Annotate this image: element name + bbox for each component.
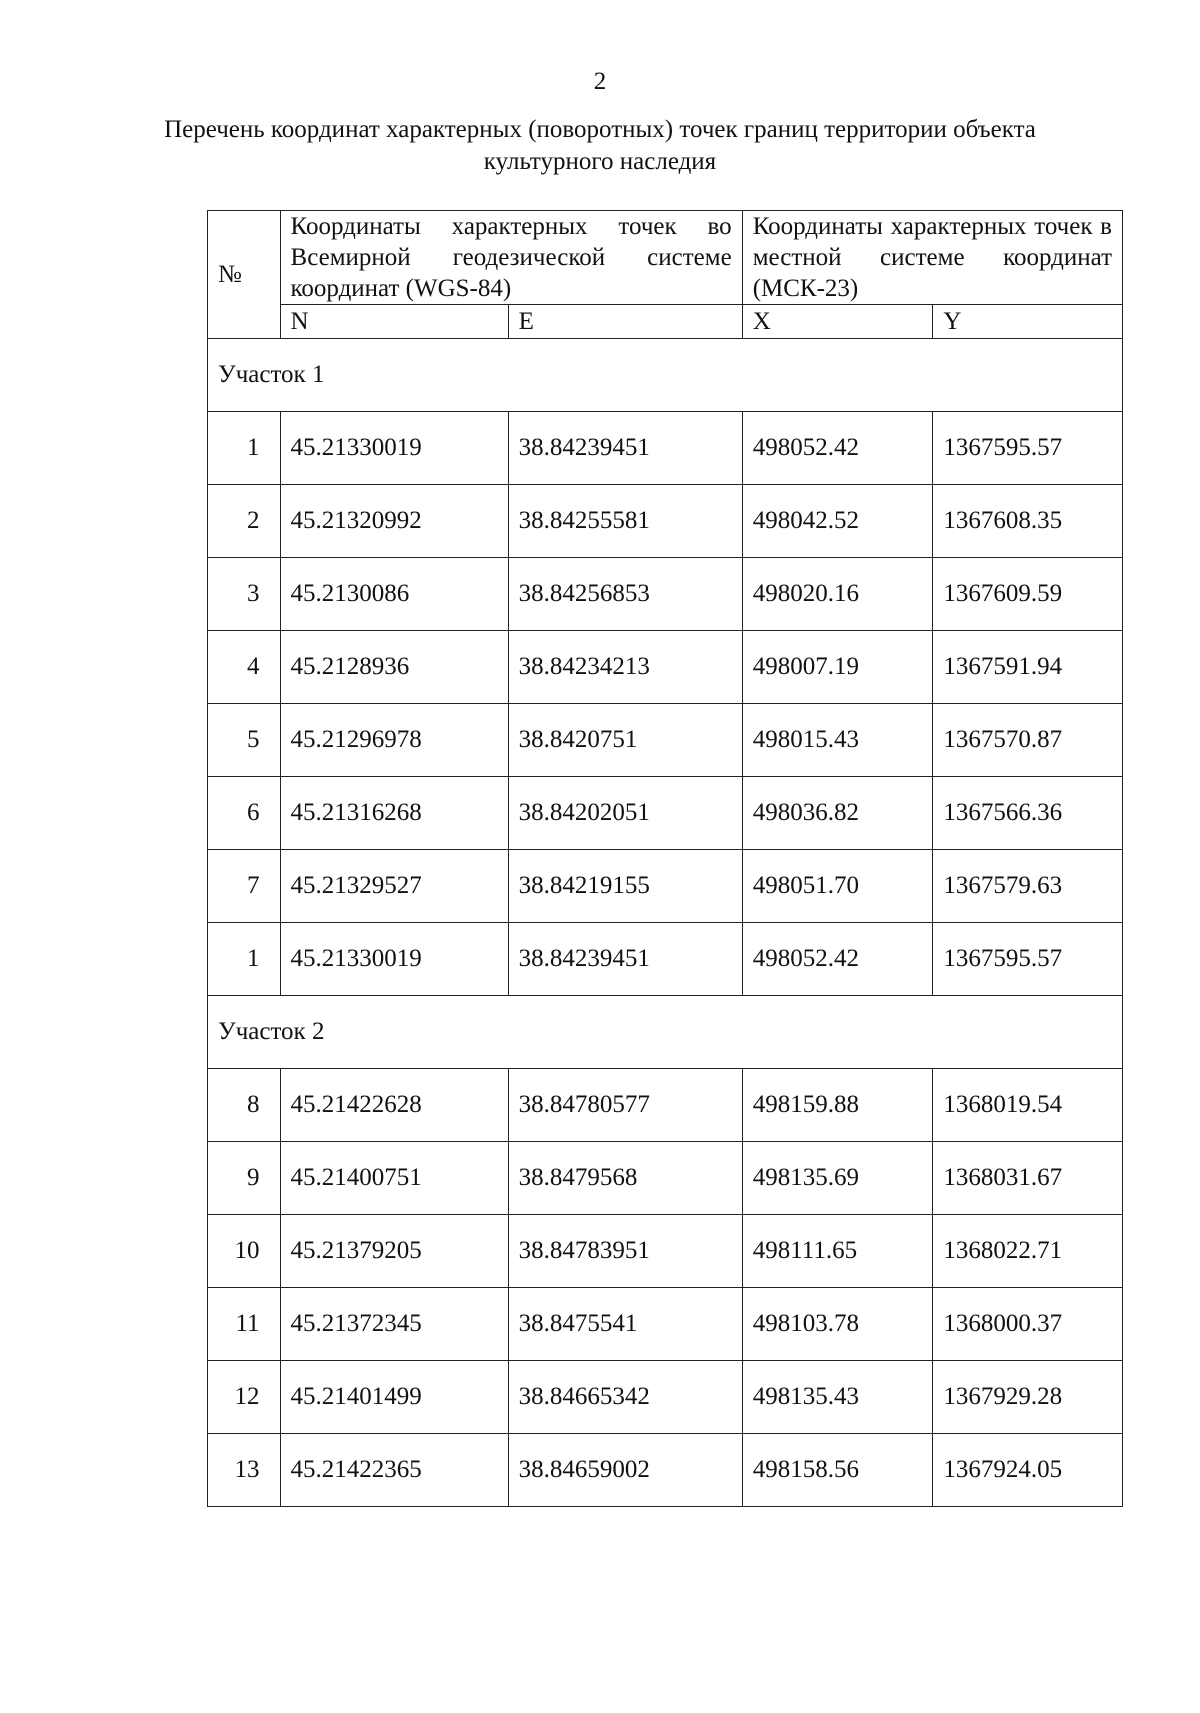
cell-y: 1367570.87 xyxy=(933,704,1123,777)
cell-e: 38.84659002 xyxy=(508,1434,742,1507)
table-row xyxy=(208,923,1123,996)
cell-n: 45.21320992 xyxy=(280,485,508,558)
cell-y: 1367929.28 xyxy=(933,1361,1123,1434)
section-row xyxy=(208,996,1123,1069)
cell-x: 498135.69 xyxy=(742,1142,933,1215)
table-row xyxy=(208,558,1123,631)
cell-y: 1368022.71 xyxy=(933,1215,1123,1288)
cell-x: 498052.42 xyxy=(742,923,933,996)
cell-num: 1 xyxy=(208,412,281,485)
cell-e: 38.8479568 xyxy=(508,1142,742,1215)
table-row xyxy=(208,777,1123,850)
table-row xyxy=(208,412,1123,485)
table-row xyxy=(208,631,1123,704)
cell-e: 38.84239451 xyxy=(508,923,742,996)
cell-x: 498159.88 xyxy=(742,1069,933,1142)
cell-n: 45.21422365 xyxy=(280,1434,508,1507)
cell-y: 1367609.59 xyxy=(933,558,1123,631)
cell-e: 38.84219155 xyxy=(508,850,742,923)
header-col-e: E xyxy=(508,305,742,339)
cell-e: 38.84239451 xyxy=(508,412,742,485)
cell-num: 8 xyxy=(208,1069,281,1142)
cell-e: 38.84255581 xyxy=(508,485,742,558)
page-number: 2 xyxy=(593,68,607,95)
cell-e: 38.84234213 xyxy=(508,631,742,704)
header-msk23: Координаты характерных точек в местной системе координат (МСК-23) xyxy=(742,211,1122,305)
section-label: Участок 2 xyxy=(208,996,1123,1069)
cell-n: 45.21401499 xyxy=(280,1361,508,1434)
cell-e: 38.84780577 xyxy=(508,1069,742,1142)
cell-num: 7 xyxy=(208,850,281,923)
cell-num: 10 xyxy=(208,1215,281,1288)
cell-n: 45.21330019 xyxy=(280,412,508,485)
header-col-n: N xyxy=(280,305,508,339)
coordinates-table-body xyxy=(208,211,1123,1507)
table-row xyxy=(208,1142,1123,1215)
cell-n: 45.21372345 xyxy=(280,1288,508,1361)
table-subheader-row xyxy=(208,305,1123,339)
header-col-x: X xyxy=(742,305,933,339)
table-row xyxy=(208,1288,1123,1361)
cell-y: 1367566.36 xyxy=(933,777,1123,850)
section-row xyxy=(208,339,1123,412)
header-col-y: Y xyxy=(933,305,1123,339)
cell-x: 498042.52 xyxy=(742,485,933,558)
table-row xyxy=(208,1361,1123,1434)
cell-y: 1367579.63 xyxy=(933,850,1123,923)
cell-num: 3 xyxy=(208,558,281,631)
table-row xyxy=(208,704,1123,777)
document-title: Перечень координат характерных (поворотных) точек границ территории объекта культурного наследия xyxy=(164,116,1036,175)
cell-x: 498052.42 xyxy=(742,412,933,485)
cell-num: 12 xyxy=(208,1361,281,1434)
cell-e: 38.8420751 xyxy=(508,704,742,777)
cell-n: 45.21316268 xyxy=(280,777,508,850)
cell-y: 1368019.54 xyxy=(933,1069,1123,1142)
cell-x: 498020.16 xyxy=(742,558,933,631)
table-row xyxy=(208,1069,1123,1142)
table-row xyxy=(208,850,1123,923)
cell-num: 13 xyxy=(208,1434,281,1507)
cell-n: 45.2128936 xyxy=(280,631,508,704)
cell-e: 38.84783951 xyxy=(508,1215,742,1288)
table-header-row xyxy=(208,211,1123,305)
cell-e: 38.84665342 xyxy=(508,1361,742,1434)
cell-x: 498103.78 xyxy=(742,1288,933,1361)
cell-num: 5 xyxy=(208,704,281,777)
cell-x: 498135.43 xyxy=(742,1361,933,1434)
cell-y: 1367591.94 xyxy=(933,631,1123,704)
cell-n: 45.21296978 xyxy=(280,704,508,777)
cell-num: 11 xyxy=(208,1288,281,1361)
cell-x: 498111.65 xyxy=(742,1215,933,1288)
cell-num: 2 xyxy=(208,485,281,558)
cell-y: 1368031.67 xyxy=(933,1142,1123,1215)
cell-y: 1367595.57 xyxy=(933,412,1123,485)
cell-n: 45.21400751 xyxy=(280,1142,508,1215)
cell-n: 45.21422628 xyxy=(280,1069,508,1142)
cell-n: 45.2130086 xyxy=(280,558,508,631)
cell-num: 9 xyxy=(208,1142,281,1215)
cell-y: 1367924.05 xyxy=(933,1434,1123,1507)
table-row xyxy=(208,1215,1123,1288)
cell-y: 1367595.57 xyxy=(933,923,1123,996)
table-row xyxy=(208,485,1123,558)
cell-num: 6 xyxy=(208,777,281,850)
cell-x: 498015.43 xyxy=(742,704,933,777)
header-number: № xyxy=(208,211,281,339)
cell-x: 498007.19 xyxy=(742,631,933,704)
cell-n: 45.21330019 xyxy=(280,923,508,996)
cell-x: 498158.56 xyxy=(742,1434,933,1507)
cell-e: 38.8475541 xyxy=(508,1288,742,1361)
cell-x: 498051.70 xyxy=(742,850,933,923)
cell-num: 4 xyxy=(208,631,281,704)
cell-x: 498036.82 xyxy=(742,777,933,850)
cell-n: 45.21379205 xyxy=(280,1215,508,1288)
cell-y: 1367608.35 xyxy=(933,485,1123,558)
section-label: Участок 1 xyxy=(208,339,1123,412)
coordinates-table xyxy=(207,210,1123,1507)
cell-y: 1368000.37 xyxy=(933,1288,1123,1361)
cell-e: 38.84256853 xyxy=(508,558,742,631)
header-wgs84: Координаты характерных точек во Всемирной геодезической системе координат (WGS-84) xyxy=(280,211,742,305)
cell-e: 38.84202051 xyxy=(508,777,742,850)
table-row xyxy=(208,1434,1123,1507)
cell-n: 45.21329527 xyxy=(280,850,508,923)
cell-num: 1 xyxy=(208,923,281,996)
